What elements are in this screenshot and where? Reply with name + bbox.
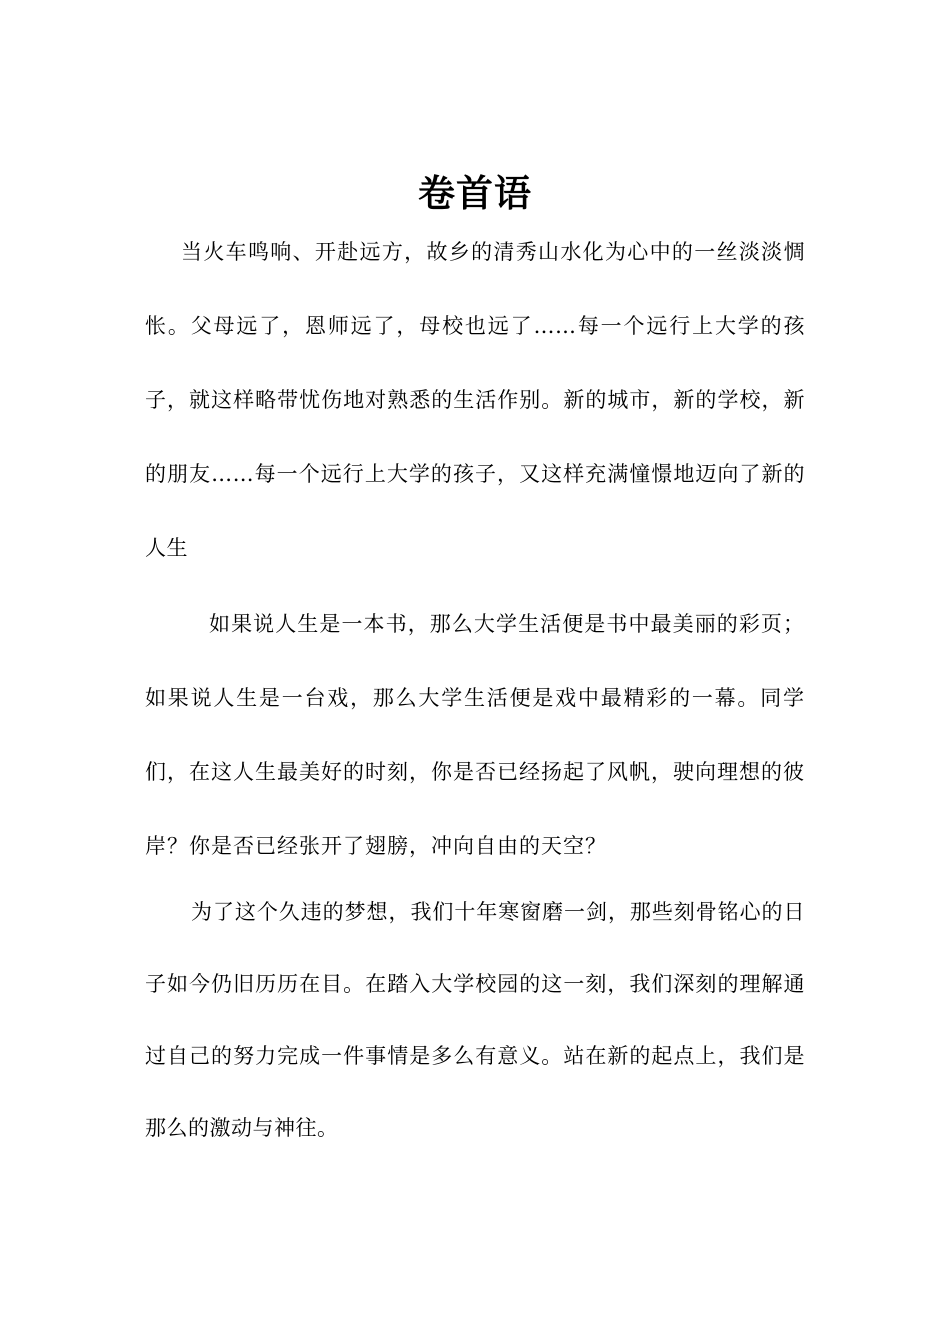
paragraph-2: 如果说人生是一本书，那么大学生活便是书中最美丽的彩页；如果说人生是一台戏，那么大学生活便是戏中最精彩的一幕。同学们，在这人生最美好的时刻，你是否已经扬起了风帆，驶向理想的彼岸？你是否已经张开了翅膀，冲向自由的天空？ [145, 612, 805, 858]
page-title: 卷首语 [418, 172, 532, 215]
paragraph-1: 当火车鸣响、开赴远方，故乡的清秀山水化为心中的一丝淡淡惆怅。父母远了，恩师远了，母校也远了……每一个远行上大学的孩子，就这样略带忧伤地对熟悉的生活作别。新的城市，新的学校，新的朋友……每一个远行上大学的孩子，又这样充满憧憬地迈向了新的人生 [145, 240, 805, 560]
paragraph-3: 为了这个久违的梦想，我们十年寒窗磨一剑，那些刻骨铭心的日子如今仍旧历历在目。在踏入大学校园的这一刻，我们深刻的理解通过自己的努力完成一件事情是多么有意义。站在新的起点上，我们是那么的激动与神往。 [145, 900, 805, 1140]
